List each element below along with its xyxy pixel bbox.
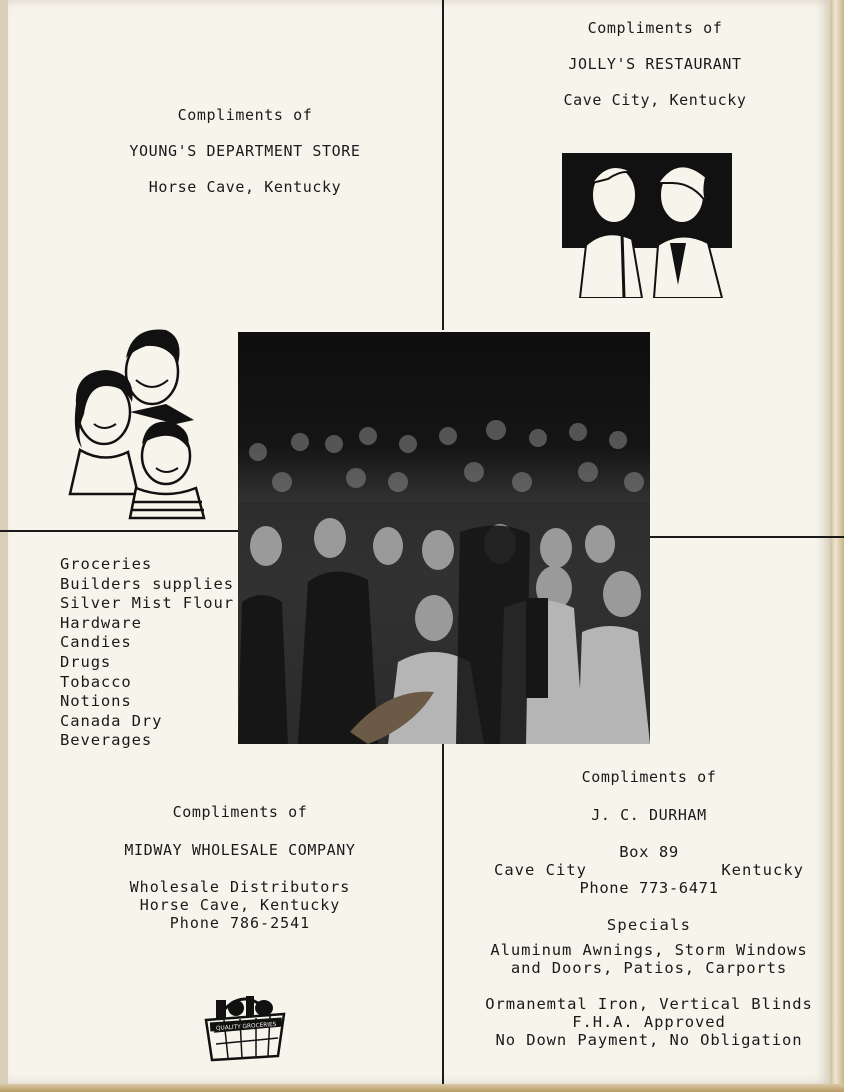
store-location: Horse Cave, Kentucky (148, 178, 342, 196)
list-item: Canada Dry (60, 711, 163, 730)
durham-ad (482, 768, 816, 1049)
divider-vertical-top (442, 0, 444, 330)
midway-ad (80, 803, 400, 932)
crowd-photo-figures (238, 332, 650, 744)
business-phone: Phone 773-6471 (579, 879, 719, 897)
list-item: Builders supplies (60, 574, 234, 593)
couple-illustration (562, 153, 732, 298)
ad-intro: Compliments of (172, 803, 308, 821)
restaurant-name: JOLLY'S RESTAURANT (568, 55, 742, 73)
product-list (60, 555, 234, 751)
divider-horizontal-right (650, 536, 844, 538)
basket-label: QUALITY GROCERIES (215, 1021, 277, 1033)
box-number: Box 89 (619, 843, 679, 861)
family-illustration (66, 324, 206, 520)
company-location: Horse Cave, Kentucky (139, 896, 341, 914)
list-item: Silver Mist Flour (60, 594, 234, 613)
list-item: Tobacco (60, 672, 132, 691)
youngs-ad (80, 106, 410, 196)
crowd-photo (238, 332, 650, 744)
company-description: Wholesale Distributors (129, 878, 351, 896)
business-name: J. C. DURHAM (591, 806, 707, 824)
list-item: Hardware (60, 613, 142, 632)
restaurant-location: Cave City, Kentucky (563, 91, 747, 109)
specials-line: No Down Payment, No Obligation (495, 1031, 803, 1049)
specials-line: F.H.A. Approved (572, 1013, 726, 1031)
page-edge-bottom (0, 1084, 844, 1092)
ad-intro: Compliments of (177, 106, 313, 124)
divider-vertical-bottom (442, 744, 444, 1084)
company-phone: Phone 786-2541 (169, 914, 311, 932)
list-item: Drugs (60, 652, 112, 671)
company-name: MIDWAY WHOLESALE COMPANY (124, 841, 356, 859)
list-item: Groceries (60, 555, 153, 573)
state: Kentucky (721, 861, 804, 879)
list-item: Notions (60, 692, 132, 711)
store-name: YOUNG'S DEPARTMENT STORE (129, 142, 361, 160)
page-edge-right (830, 0, 844, 1092)
ad-intro: Compliments of (587, 19, 723, 37)
specials-line: Aluminum Awnings, Storm Windows (490, 941, 808, 959)
divider-horizontal-left (0, 530, 238, 532)
grocery-basket-logo (200, 990, 290, 1062)
list-item: Beverages (60, 731, 153, 750)
specials-line: Ormanemtal Iron, Vertical Blinds (485, 995, 813, 1013)
specials-line: and Doors, Patios, Carports (510, 959, 788, 977)
jollys-ad (490, 19, 820, 109)
list-item: Candies (60, 633, 132, 652)
specials-heading: Specials (606, 916, 692, 934)
city: Cave City (494, 861, 587, 879)
ad-intro: Compliments of (581, 768, 717, 786)
